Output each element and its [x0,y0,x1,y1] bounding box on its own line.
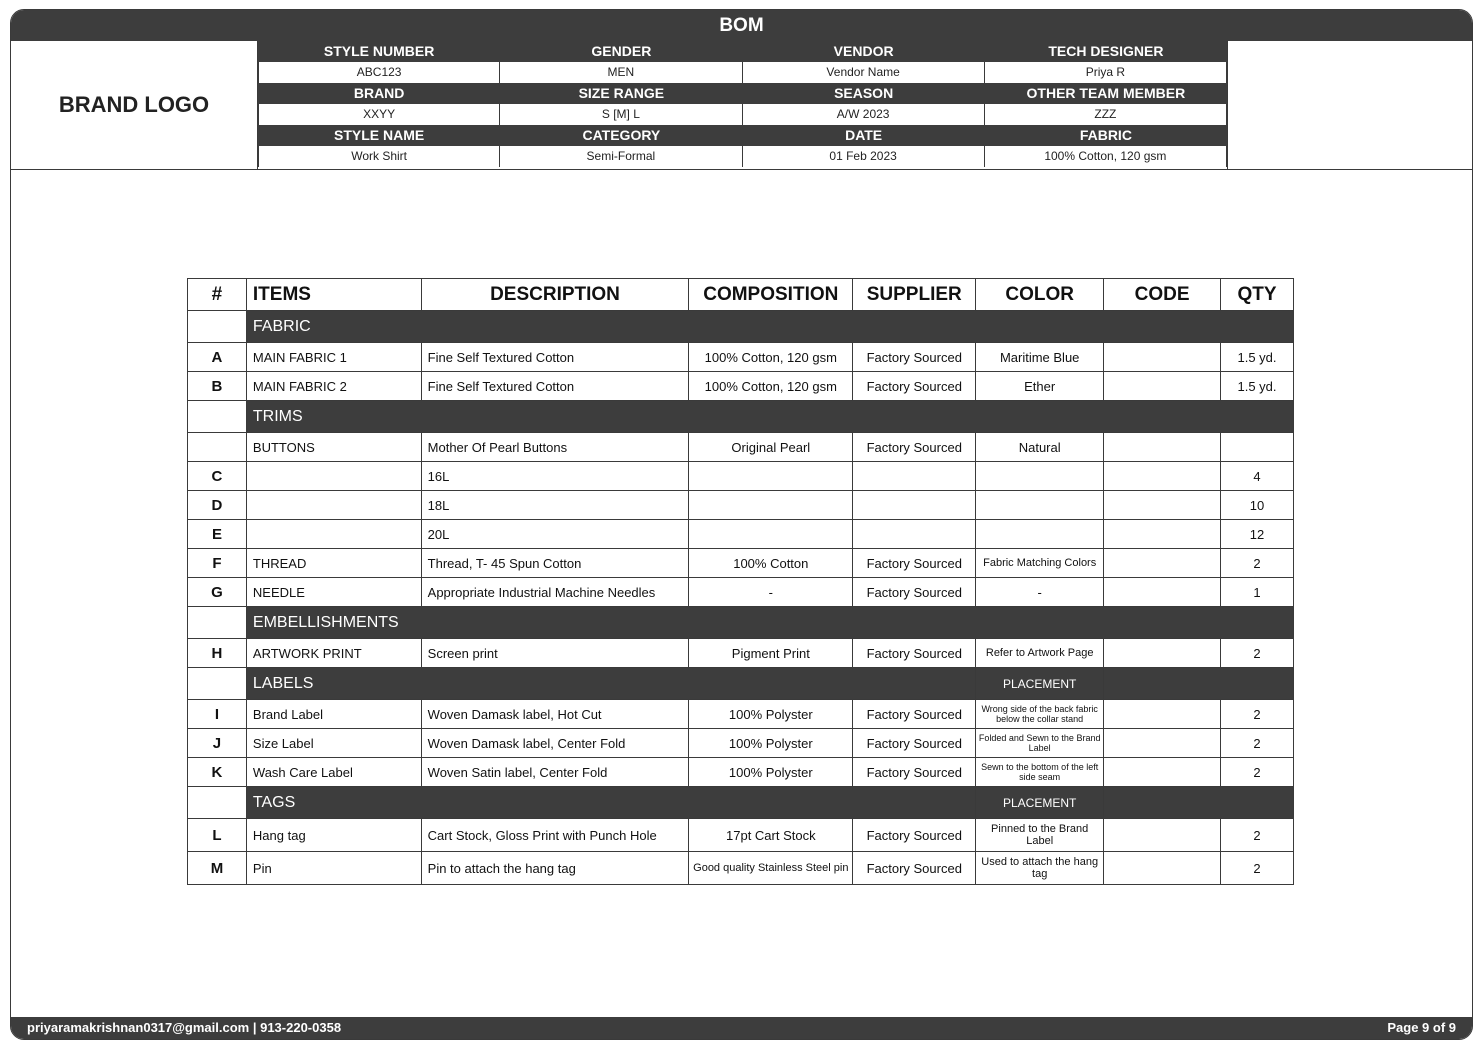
info-label: DATE [743,125,985,146]
footer-contact: priyaramakrishnan0317@gmail.com | 913-220-0358 [27,1020,342,1035]
section-title: FABRIC [246,311,1293,343]
info-value: Priya R [985,62,1227,83]
info-value: S [M] L [500,104,742,125]
table-row: H ARTWORK PRINT Screen print Pigment Print Factory Sourced Refer to Artwork Page 2 [188,639,1294,668]
info-label: OTHER TEAM MEMBER [985,83,1227,104]
section-row-embellishments [188,607,1294,639]
table-row: E 20L 12 [188,520,1294,549]
section-row-labels [188,668,1294,700]
info-label: SEASON [743,83,985,104]
section-title: TAGS [246,787,975,819]
section-row-fabric [188,311,1294,343]
info-label: FABRIC [985,125,1227,146]
section-title: LABELS [246,668,975,700]
col-header-num: # [188,279,247,311]
info-label: BRAND [258,83,500,104]
info-value: ZZZ [985,104,1227,125]
placement-header: PLACEMENT [976,787,1104,819]
table-row: J Size Label Woven Damask label, Center Fold 100% Polyster Factory Sourced Folded and Sewn to the Brand Label 2 [188,729,1294,758]
info-label: CATEGORY [500,125,742,146]
table-row: A MAIN FABRIC 1 Fine Self Textured Cotton 100% Cotton, 120 gsm Factory Sourced Maritime Blue 1.5 yd. [188,343,1294,372]
info-label: GENDER [500,41,742,62]
table-row: B MAIN FABRIC 2 Fine Self Textured Cotton 100% Cotton, 120 gsm Factory Sourced Ether 1.5 yd. [188,372,1294,401]
info-value: 100% Cotton, 120 gsm [985,146,1227,167]
col-header-code: CODE [1104,279,1221,311]
table-row: K Wash Care Label Woven Satin label, Center Fold 100% Polyster Factory Sourced Sewn to the bottom of the left side seam 2 [188,758,1294,787]
col-header-supplier: SUPPLIER [853,279,976,311]
style-info-grid [257,41,1228,169]
section-title: EMBELLISHMENTS [246,607,1293,639]
info-value: 01 Feb 2023 [743,146,985,167]
table-row: F THREAD Thread, T- 45 Spun Cotton 100% Cotton Factory Sourced Fabric Matching Colors 2 [188,549,1294,578]
info-value: XXYY [258,104,500,125]
info-label: STYLE NAME [258,125,500,146]
bom-table [187,278,1294,885]
info-value: Work Shirt [258,146,500,167]
table-row: D 18L 10 [188,491,1294,520]
table-row: G NEEDLE Appropriate Industrial Machine Needles - Factory Sourced - 1 [188,578,1294,607]
table-header-row [188,279,1294,311]
col-header-composition: COMPOSITION [689,279,853,311]
info-label: STYLE NUMBER [258,41,500,62]
info-label: VENDOR [743,41,985,62]
table-row: BUTTONS Mother Of Pearl Buttons Original Pearl Factory Sourced Natural [188,433,1294,462]
col-header-color: COLOR [976,279,1104,311]
brand-logo: BRAND LOGO [58,92,210,117]
style-header [11,41,1472,170]
table-row: C 16L 4 [188,462,1294,491]
page-footer [11,1017,1472,1039]
info-value: ABC123 [258,62,500,83]
placement-header: PLACEMENT [976,668,1104,700]
page-number: Page 9 of 9 [1387,1020,1456,1035]
col-header-qty: QTY [1221,279,1294,311]
info-value: Vendor Name [743,62,985,83]
info-value: MEN [500,62,742,83]
page-title: BOM [11,10,1472,41]
info-value: Semi-Formal [500,146,742,167]
info-label: SIZE RANGE [500,83,742,104]
info-value: A/W 2023 [743,104,985,125]
table-row: L Hang tag Cart Stock, Gloss Print with Punch Hole 17pt Cart Stock Factory Sourced Pinned to the Brand Label 2 [188,819,1294,852]
table-row: M Pin Pin to attach the hang tag Good quality Stainless Steel pin Factory Sourced Used to attach the hang tag 2 [188,852,1294,885]
info-label: TECH DESIGNER [985,41,1227,62]
col-header-description: DESCRIPTION [421,279,689,311]
section-row-trims [188,401,1294,433]
table-row: I Brand Label Woven Damask label, Hot Cut 100% Polyster Factory Sourced Wrong side of the back fabric below the collar stand 2 [188,700,1294,729]
section-title: TRIMS [246,401,1293,433]
section-row-tags [188,787,1294,819]
col-header-items: ITEMS [246,279,421,311]
